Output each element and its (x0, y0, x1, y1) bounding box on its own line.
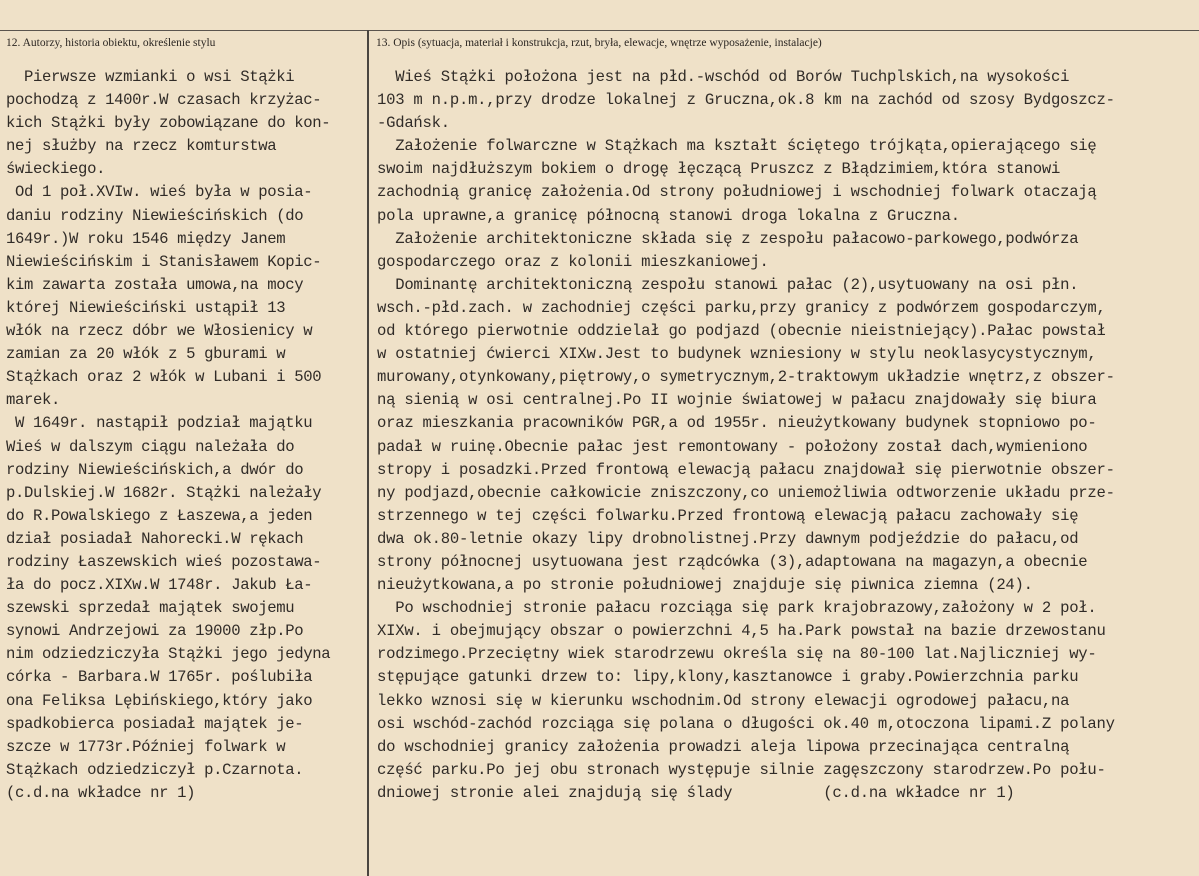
text-line: Założenie folwarczne w Stążkach ma kształt ściętego trójkąta,opierającego się (377, 137, 1097, 156)
text-line: kich Stążki były zobowiązane do kon- (6, 114, 331, 133)
text-line: włók na rzecz dóbr we Włosienicy w (6, 322, 313, 341)
section-13-heading: 13. Opis (sytuacja, materiał i konstrukcja, rzut, bryła, elewacje, wnętrze wyposażenie, instalacje) (376, 37, 822, 49)
text-line: padał w ruinę.Obecnie pałac jest remontowany - położony został dach,wymieniono (377, 437, 1088, 456)
text-line: Wieś Stążki położona jest na płd.-wschód od Borów Tuchplskich,na wysokości (377, 68, 1070, 86)
text-line: świeckiego. (6, 160, 106, 179)
text-line: wsch.-płd.zach. w zachodniej części parku,przy granicy z podwórzem gospodarczym, (377, 298, 1106, 317)
text-line: rodzimego.Przeciętny wiek starodrzewu określa się na 80-100 lat.Najliczniej wy- (377, 645, 1097, 664)
text-line: Od 1 poł.XVIw. wieś była w posia- (6, 183, 313, 202)
text-line: do R.Powalskiego z Łaszewa,a jeden (6, 506, 313, 525)
text-line: (c.d.na wkładce nr 1) (6, 783, 196, 802)
text-line: osi wschód-zachód rozciąga się polana o długości ok.40 m,otoczona lipami.Z polany (377, 714, 1115, 733)
text-line: rodziny Niewieścińskich,a dwór do (6, 460, 304, 479)
text-line: lekko wznosi się w kierunku wschodnim.Od strony elewacji ogrodowej pałacu,na (377, 691, 1070, 710)
text-line: nieużytkowana,a po stronie południowej znajduje się piwnica ziemna (24). (377, 576, 1033, 595)
text-line: nim odziedziczyła Stążki jego jedyna (6, 645, 331, 664)
text-line: zamian za 20 włók z 5 gburami w (6, 345, 286, 364)
history-column (6, 66, 364, 805)
text-line: -Gdańsk. (377, 114, 450, 133)
text-line: szcze w 1773r.Później folwark w (6, 737, 286, 756)
text-line: kim zawarta została umowa,na mocy (6, 275, 304, 294)
text-line: ła do pocz.XIXw.W 1748r. Jakub Ła- (6, 576, 313, 595)
text-line: murowany,otynkowany,piętrowy,o symetrycznym,2-traktowym układzie wnętrz,z obszer- (377, 368, 1115, 387)
text-line: stropy i posadzki.Przed frontową elewacją pałacu znajdował się pierwotnie obszer- (377, 460, 1115, 479)
section-12-heading: 12. Autorzy, historia obiektu, określenie stylu (6, 37, 216, 49)
text-line: Po wschodniej stronie pałacu rozciąga się park krajobrazowy,założony w 2 poł. (377, 599, 1097, 618)
text-line: daniu rodziny Niewieścińskich (do (6, 206, 304, 225)
description-column (377, 66, 1195, 805)
column-divider (367, 30, 369, 876)
text-line: dwa ok.80-letnie okazy lipy drobnolistnej.Przy dawnym podjeździe do pałacu,od (377, 529, 1079, 548)
text-line: Stążkach odziedziczył p.Czarnota. (6, 760, 304, 779)
text-line: dniowej stronie alei znajdują się ślady (c.d.na wkładce nr 1) (377, 783, 1015, 802)
text-line: Stążkach oraz 2 włók w Lubani i 500 (6, 368, 322, 387)
text-line: strzennego w tej części folwarku.Przed frontową elewacją pałacu zachowały się (377, 506, 1079, 525)
text-line: swoim najdłuższym bokiem o drogę łęczącą Pruszcz z Błądzimiem,która stanowi (377, 160, 1061, 179)
text-line: synowi Andrzejowi za 19000 złp.Po (6, 622, 304, 641)
text-line: pochodzą z 1400r.W czasach krzyżac- (6, 91, 322, 110)
text-line: p.Dulskiej.W 1682r. Stążki należały (6, 483, 322, 502)
text-line: ny podjazd,obecnie całkowicie zniszczony,co uniemożliwia odtworzenie układu prze- (377, 483, 1115, 502)
text-line: dział posiadał Nahorecki.W rękach (6, 529, 304, 548)
text-line: od którego pierwotnie oddzielał go podjazd (obecnie nieistniejący).Pałac powstał (377, 322, 1106, 341)
text-line: strony północnej usytuowana jest rządcówka (3),adaptowana na magazyn,a obecnie (377, 552, 1088, 571)
text-line: spadkobierca posiadał majątek je- (6, 714, 304, 733)
text-line: nej służby na rzecz komturstwa (6, 137, 277, 156)
text-line: oraz mieszkania pracowników PGR,a od 1955r. nieużytkowany budynek stopniowo po- (377, 414, 1097, 433)
text-line: marek. (6, 391, 61, 410)
text-line: Pierwsze wzmianki o wsi Stążki (6, 68, 295, 86)
text-line: stępujące gatunki drzew to: lipy,klony,kasztanowce i graby.Powierzchnia parku (377, 668, 1079, 687)
text-line: 103 m n.p.m.,przy drodze lokalnej z Gruczna,ok.8 km na zachód od szosy Bydgoszcz- (377, 91, 1115, 110)
text-line: Niewieścińskim i Stanisławem Kopic- (6, 252, 322, 271)
header-rule (0, 30, 1199, 31)
text-line: Wieś w dalszym ciągu należała do (6, 437, 295, 456)
text-line: córka - Barbara.W 1765r. poślubiła (6, 668, 313, 687)
text-line: 1649r.)W roku 1546 między Janem (6, 229, 286, 248)
text-line: w ostatniej ćwierci XIXw.Jest to budynek wzniesiony w stylu neoklasycystycznym, (377, 345, 1097, 364)
text-line: gospodarczego oraz z kolonii mieszkaniowej. (377, 252, 769, 271)
text-line: rodziny Łaszewskich wieś pozostawa- (6, 552, 322, 571)
text-line: W 1649r. nastąpił podział majątku (6, 414, 313, 433)
text-line: szewski sprzedał majątek swojemu (6, 599, 295, 618)
text-line: Założenie architektoniczne składa się z zespołu pałacowo-parkowego,podwórza (377, 229, 1079, 248)
text-line: której Niewieściński ustąpił 13 (6, 298, 286, 317)
text-line: pola uprawne,a granicę północną stanowi droga lokalna z Gruczna. (377, 206, 960, 225)
text-line: ona Feliksa Lębińskiego,który jako (6, 691, 313, 710)
text-line: do wschodniej granicy założenia prowadzi aleja lipowa przecinająca centralną (377, 737, 1070, 756)
text-line: ną sienią w osi centralnej.Po II wojnie światowej w pałacu znajdowały się biura (377, 391, 1097, 410)
text-line: Dominantę architektoniczną zespołu stanowi pałac (2),usytuowany na osi płn. (377, 275, 1079, 294)
text-line: XIXw. i obejmujący obszar o powierzchni 4,5 ha.Park powstał na bazie drzewostanu (377, 622, 1106, 641)
text-line: część parku.Po jej obu stronach występuje silnie zagęszczony starodrzew.Po połu- (377, 760, 1106, 779)
text-line: zachodnią granicę założenia.Od strony południowej i wschodniej folwark otaczają (377, 183, 1097, 202)
